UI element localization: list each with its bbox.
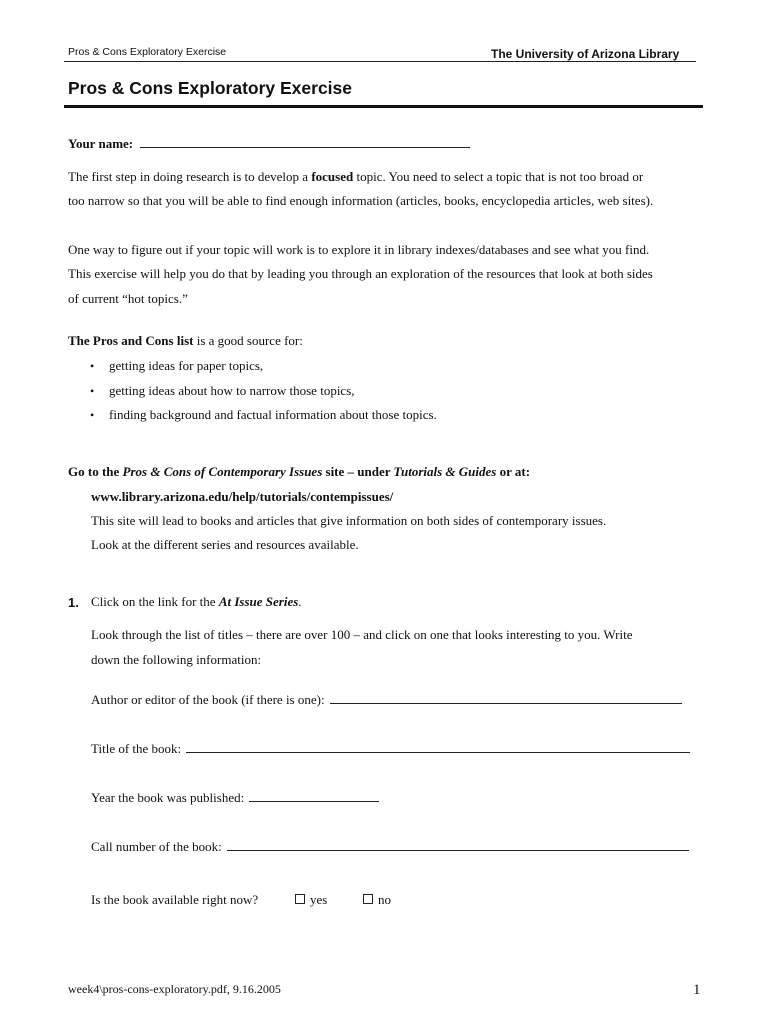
goto-heading bbox=[68, 460, 530, 484]
step-1-at-issue-series: At Issue Series bbox=[218, 594, 299, 609]
intro-paragraph-2-line-3: of current “hot topics.” bbox=[68, 291, 188, 306]
list-item: • getting ideas about how to narrow those topics, bbox=[68, 379, 437, 404]
author-field[interactable] bbox=[330, 691, 682, 704]
header-rule bbox=[64, 61, 696, 62]
page-number: 1 bbox=[693, 982, 701, 998]
intro-bold-focused: focused bbox=[311, 169, 354, 184]
pros-cons-bullet-list bbox=[68, 354, 437, 428]
book-title-row bbox=[91, 737, 690, 761]
step-1-text-lead: Click on the link for the bbox=[91, 594, 219, 609]
list-item: • getting ideas for paper topics, bbox=[68, 354, 437, 379]
yes-checkbox[interactable] bbox=[295, 894, 305, 904]
goto-text: or at: bbox=[496, 464, 531, 479]
intro-text: topic. You need to select a topic that is not too broad or bbox=[353, 169, 644, 184]
goto-tutorials-guides: Tutorials & Guides bbox=[393, 464, 497, 479]
book-title-field[interactable] bbox=[186, 740, 690, 753]
no-checkbox[interactable] bbox=[363, 894, 373, 904]
goto-site-name: Pros & Cons of Contemporary Issues bbox=[122, 464, 323, 479]
goto-text: Go to the bbox=[68, 464, 123, 479]
no-option[interactable] bbox=[363, 888, 391, 912]
goto-url: www.library.arizona.edu/help/tutorials/contempissues/ bbox=[91, 489, 394, 504]
step-1-number: 1. bbox=[68, 595, 79, 610]
name-row bbox=[68, 132, 470, 156]
goto-description-1: This site will lead to books and articles that give information on both sides of contemporary issues. bbox=[91, 513, 607, 528]
intro-text: The first step in doing research is to develop a bbox=[68, 169, 312, 184]
author-label: Author or editor of the book (if there is one): bbox=[91, 692, 325, 707]
running-header-title: Pros & Cons Exploratory Exercise bbox=[68, 46, 227, 58]
intro-paragraph-1-line-2: too narrow so that you will be able to find enough information (articles, books, encyclopedia articles, web sites). bbox=[68, 193, 654, 208]
pros-cons-lead-text: is a good source for: bbox=[193, 333, 303, 348]
intro-paragraph-1-line-1 bbox=[68, 165, 643, 189]
no-label: no bbox=[378, 892, 391, 907]
step-1-text-end: . bbox=[298, 594, 302, 609]
yes-label: yes bbox=[310, 892, 328, 907]
running-header-institution: The University of Arizona Library bbox=[491, 47, 680, 61]
step-1-instructions-1: Look through the list of titles – there are over 100 – and click on one that looks interesting to you. Write bbox=[91, 627, 633, 642]
book-title-label: Title of the book: bbox=[91, 741, 182, 756]
call-number-label: Call number of the book: bbox=[91, 839, 222, 854]
name-field[interactable] bbox=[140, 135, 470, 148]
author-row bbox=[91, 688, 682, 712]
availability-label: Is the book available right now? bbox=[91, 892, 259, 907]
intro-paragraph-2-line-1: One way to figure out if your topic will work is to explore it in library indexes/databases and see what you find. bbox=[68, 242, 650, 257]
yes-option[interactable] bbox=[295, 888, 327, 912]
year-field[interactable] bbox=[249, 789, 379, 802]
intro-paragraph-2-line-2: This exercise will help you do that by leading you through an exploration of the resources that look at both sides bbox=[68, 266, 653, 281]
page-title: Pros & Cons Exploratory Exercise bbox=[68, 78, 352, 98]
pros-cons-lead bbox=[68, 329, 303, 353]
step-1-instructions-2: down the following information: bbox=[91, 652, 262, 667]
list-item: • finding background and factual information about those topics. bbox=[68, 403, 437, 428]
name-label: Your name: bbox=[68, 136, 134, 151]
goto-text: site – under bbox=[322, 464, 394, 479]
goto-description-2: Look at the different series and resources available. bbox=[91, 537, 359, 552]
footer-file-info: week4\pros-cons-exploratory.pdf, 9.16.2005 bbox=[68, 982, 281, 996]
pros-cons-lead-bold: The Pros and Cons list bbox=[68, 333, 194, 348]
call-number-field[interactable] bbox=[227, 838, 689, 851]
step-1-text bbox=[91, 590, 302, 614]
call-number-row bbox=[91, 835, 689, 859]
year-label: Year the book was published: bbox=[91, 790, 245, 805]
year-row bbox=[91, 786, 379, 810]
title-rule bbox=[64, 105, 703, 108]
